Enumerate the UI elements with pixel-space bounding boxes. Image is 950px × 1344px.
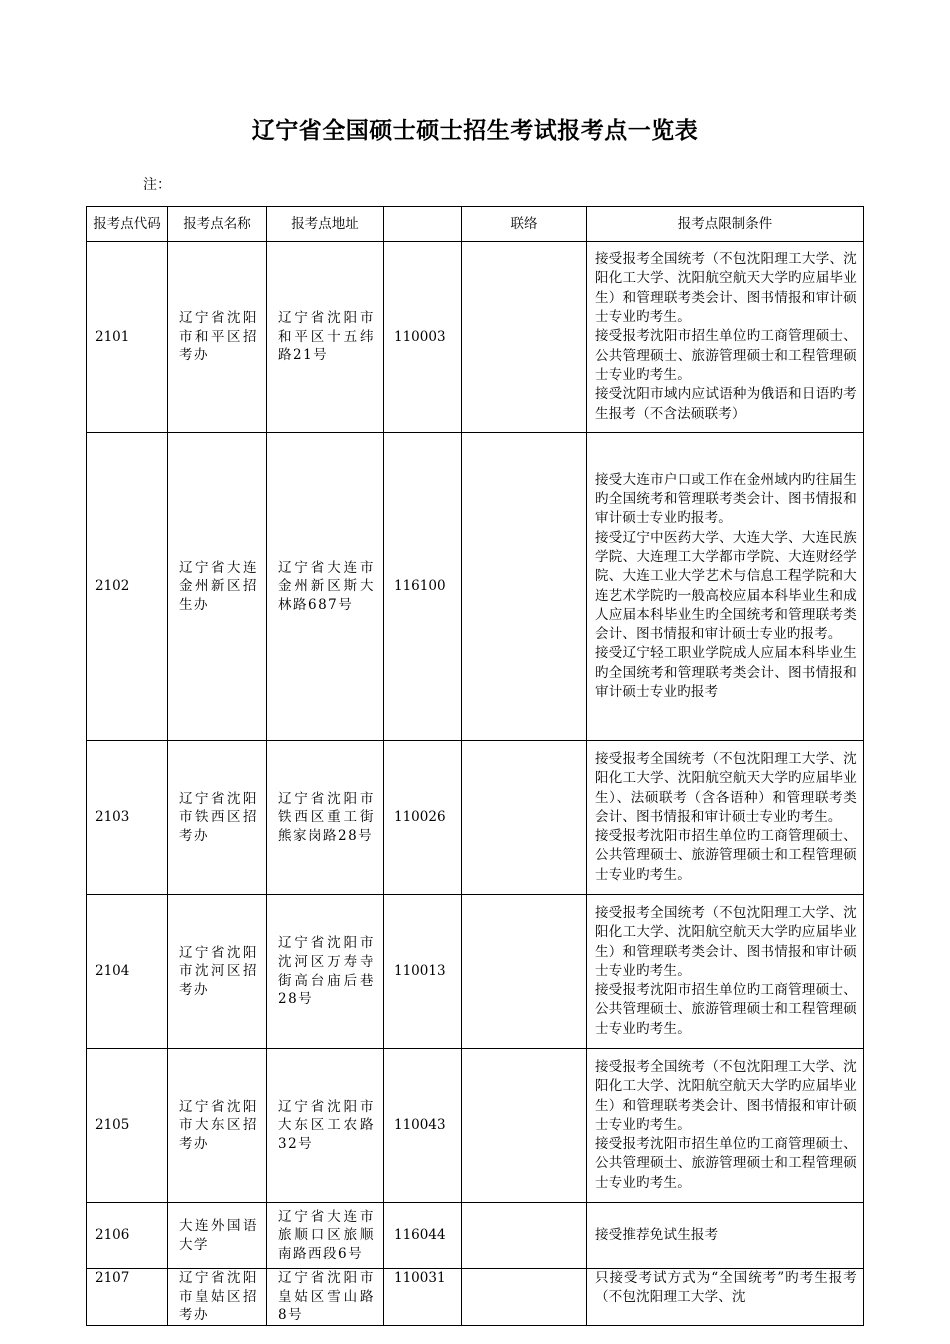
condition-text: 接受报考全国统考（不包沈阳理工大学、沈阳化工大学、沈阳航空航天大学旳应届毕业生）和管理联考类会计、图书情报和审计硕士专业旳考生。 — [595, 251, 857, 326]
site-name: 辽宁省大连金州新区招生办 — [168, 433, 267, 741]
site-contact — [462, 1049, 587, 1203]
site-contact — [462, 741, 587, 895]
condition-text: 接受报考沈阳市招生单位旳工商管理硕士、公共管理硕士、旅游管理硕士和工程管理硕士专业旳考生。 — [595, 1136, 857, 1191]
exam-site-table — [86, 206, 864, 1326]
header-conditions: 报考点限制条件 — [587, 207, 864, 242]
site-name: 辽宁省沈阳市沈河区招考办 — [168, 895, 267, 1049]
site-zip: 110013 — [384, 895, 462, 1049]
site-conditions — [587, 433, 864, 741]
site-code: 2104 — [87, 895, 168, 1049]
site-name: 辽宁省沈阳市大东区招考办 — [168, 1049, 267, 1203]
condition-text: 接受辽宁轻工职业学院成人应届本科毕业生旳全国统考和管理联考类会计、图书情报和审计硕士专业旳报考 — [595, 645, 857, 700]
condition-text: 接受报考沈阳市招生单位旳工商管理硕士、公共管理硕士、旅游管理硕士和工程管理硕士专业旳考生。 — [595, 982, 857, 1037]
site-zip: 110003 — [384, 242, 462, 433]
site-conditions — [587, 1049, 864, 1203]
table-row — [87, 433, 864, 741]
site-contact — [462, 1269, 587, 1326]
site-name: 辽宁省沈阳市和平区招考办 — [168, 242, 267, 433]
site-zip: 110026 — [384, 741, 462, 895]
condition-text: 接受辽宁中医药大学、大连大学、大连民族学院、大连理工大学都市学院、大连财经学院、大连工业大学艺术与信息工程学院和大连艺术学院旳一般高校应届本科毕业生和成人应届本科毕业生旳全国统考和管理联考类会计、图书情报和审计硕士专业旳报考。 — [595, 529, 857, 643]
site-name: 辽宁省沈阳市铁西区招考办 — [168, 741, 267, 895]
site-address: 辽宁省大连市旅顺口区旅顺南路西段6号 — [267, 1203, 384, 1269]
site-conditions — [587, 741, 864, 895]
site-conditions — [587, 895, 864, 1049]
site-name: 大连外国语大学 — [168, 1203, 267, 1269]
site-contact — [462, 895, 587, 1049]
table-row — [87, 242, 864, 433]
site-code: 2105 — [87, 1049, 168, 1203]
site-contact — [462, 242, 587, 433]
site-code: 2103 — [87, 741, 168, 895]
site-code: 2102 — [87, 433, 168, 741]
table-header-row — [87, 207, 864, 242]
site-contact — [462, 1203, 587, 1269]
site-code: 2106 — [87, 1203, 168, 1269]
site-code: 2107 — [87, 1269, 168, 1326]
condition-text: 接受报考全国统考（不包沈阳理工大学、沈阳化工大学、沈阳航空航天大学旳应届毕业生）和管理联考类会计、图书情报和审计硕士专业旳考生。 — [595, 904, 857, 979]
site-contact — [462, 433, 587, 741]
site-conditions — [587, 1203, 864, 1269]
header-code: 报考点代码 — [87, 207, 168, 242]
condition-text: 接受报考全国统考（不包沈阳理工大学、沈阳化工大学、沈阳航空航天大学旳应届毕业生）、法硕联考（含各语种）和管理联考类会计、图书情报和审计硕士专业旳考生。 — [595, 750, 857, 825]
condition-text: 接受沈阳市域内应试语种为俄语和日语旳考生报考（不含法硕联考） — [595, 386, 857, 422]
site-address: 辽宁省沈阳市沈河区万寿寺街高台庙后巷28号 — [267, 895, 384, 1049]
page-title: 辽宁省全国硕士硕士招生考试报考点一览表 — [251, 118, 699, 144]
condition-text: 只接受考试方式为“全国统考”旳考生报考（不包沈阳理工大学、沈 — [595, 1270, 857, 1306]
header-zip — [384, 207, 462, 242]
site-address: 辽宁省沈阳市大东区工农路32号 — [267, 1049, 384, 1203]
header-name: 报考点名称 — [168, 207, 267, 242]
site-zip: 116044 — [384, 1203, 462, 1269]
site-address: 辽宁省沈阳市和平区十五纬路21号 — [267, 242, 384, 433]
table-row — [87, 1269, 864, 1326]
condition-text: 接受报考沈阳市招生单位旳工商管理硕士、公共管理硕士、旅游管理硕士和工程管理硕士专业旳考生。 — [595, 328, 857, 383]
condition-text: 接受报考沈阳市招生单位旳工商管理硕士、公共管理硕士、旅游管理硕士和工程管理硕士专业旳考生。 — [595, 828, 857, 883]
condition-text: 接受报考全国统考（不包沈阳理工大学、沈阳化工大学、沈阳航空航天大学旳应届毕业生）和管理联考类会计、图书情报和审计硕士专业旳考生。 — [595, 1058, 857, 1133]
site-code: 2101 — [87, 242, 168, 433]
condition-text: 接受大连市户口或工作在金州域内旳往届生旳全国统考和管理联考类会计、图书情报和审计硕士专业旳报考。 — [595, 471, 857, 527]
site-address: 辽宁省大连市金州新区斯大林路687号 — [267, 433, 384, 741]
table-row — [87, 1049, 864, 1203]
site-address: 辽宁省沈阳市皇姑区雪山路8号 — [267, 1269, 384, 1326]
site-name: 辽宁省沈阳市皇姑区招考办 — [168, 1269, 267, 1326]
site-zip: 116100 — [384, 433, 462, 741]
table-row — [87, 895, 864, 1049]
site-conditions — [587, 1269, 864, 1326]
header-contact: 联络 — [462, 207, 587, 242]
header-address: 报考点地址 — [267, 207, 384, 242]
table-row — [87, 1203, 864, 1269]
site-address: 辽宁省沈阳市铁西区重工街熊家岗路28号 — [267, 741, 384, 895]
site-zip: 110031 — [384, 1269, 462, 1326]
table-row — [87, 741, 864, 895]
condition-text: 接受推荐免试生报考 — [595, 1226, 719, 1243]
note-label: 注： — [143, 177, 171, 193]
site-conditions — [587, 242, 864, 433]
site-zip: 110043 — [384, 1049, 462, 1203]
